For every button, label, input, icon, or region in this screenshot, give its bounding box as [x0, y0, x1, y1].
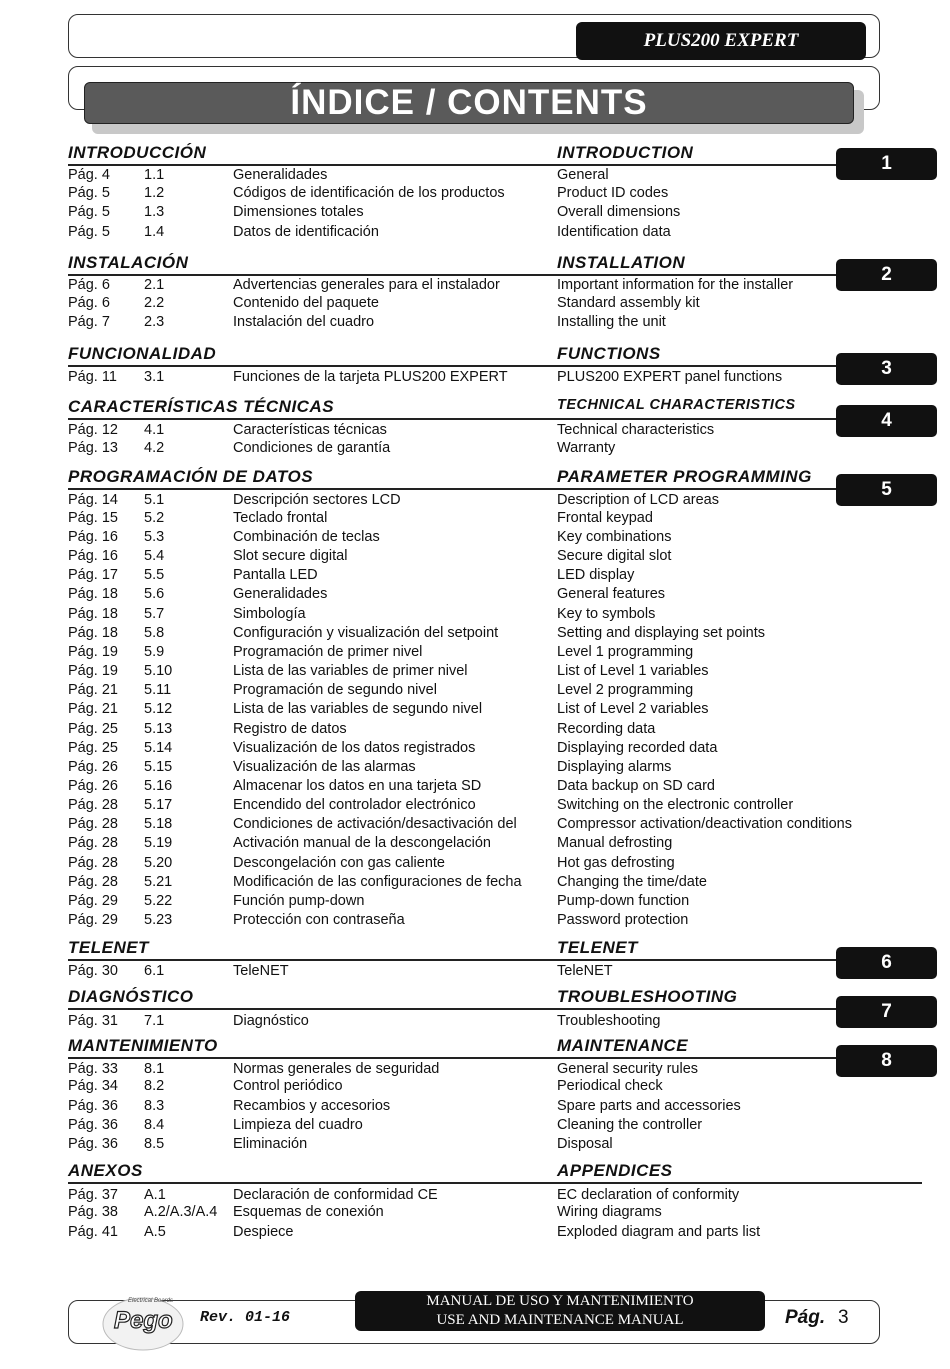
item-title-es: Condiciones de garantía — [233, 440, 391, 456]
item-title-en: General security rules — [557, 1061, 699, 1077]
section-heading-es: ANEXOS — [68, 1161, 143, 1180]
section-heading-es: INTRODUCCIÓN — [68, 143, 207, 162]
item-title-es: Esquemas de conexión — [233, 1204, 384, 1220]
section-heading-es: TELENET — [68, 938, 149, 957]
revision: Rev. 01-16 — [200, 1309, 291, 1326]
item-title-es: Funciones de la tarjeta PLUS200 EXPERT — [233, 369, 508, 385]
section-heading-en: TELENET — [557, 938, 638, 957]
item-title-es: Códigos de identificación de los productos — [233, 185, 505, 201]
item-title-en: Level 2 programming — [557, 682, 694, 698]
logo-tagline: Electrical Boards — [128, 1298, 174, 1304]
item-title-en: Level 1 programming — [557, 644, 694, 660]
section-divider — [68, 959, 922, 961]
item-number: 2.3 — [144, 314, 165, 330]
item-number: 5.19 — [144, 835, 173, 851]
page-ref: Pág. 21 — [68, 701, 118, 717]
item-title-es: Registro de datos — [233, 721, 347, 737]
item-title-es: Generalidades — [233, 586, 328, 602]
page-ref: Pág. 5 — [68, 204, 110, 220]
item-title-es: Protección con contraseña — [233, 912, 405, 928]
section-tab: 6 — [836, 947, 937, 979]
section-divider — [68, 488, 922, 490]
item-title-en: LED display — [557, 567, 635, 583]
item-number: 1.1 — [144, 167, 165, 183]
page-label: Pág. — [785, 1307, 826, 1328]
section-heading-es: FUNCIONALIDAD — [68, 344, 217, 363]
section-tab: 5 — [836, 474, 937, 506]
item-title-es: Lista de las variables de primer nivel — [233, 663, 468, 679]
section-heading-es: INSTALACIÓN — [68, 253, 189, 272]
item-title-en: Important information for the installer — [557, 277, 794, 293]
item-number: A.1 — [144, 1187, 166, 1203]
item-title-en: Exploded diagram and parts list — [557, 1224, 761, 1240]
item-title-es: Limpieza del cuadro — [233, 1117, 363, 1133]
item-number: 2.1 — [144, 277, 165, 293]
section-divider — [68, 418, 922, 420]
page-ref: Pág. 28 — [68, 855, 118, 871]
item-number: 5.21 — [144, 874, 173, 890]
item-title-es: Lista de las variables de segundo nivel — [233, 701, 483, 717]
page-ref: Pág. 28 — [68, 816, 118, 832]
item-title-es: Almacenar los datos en una tarjeta SD — [233, 778, 482, 794]
item-title-es: Función pump-down — [233, 893, 365, 909]
page-ref: Pág. 6 — [68, 277, 110, 293]
item-title-en: PLUS200 EXPERT panel functions — [557, 369, 783, 385]
item-number: 5.13 — [144, 721, 173, 737]
item-number: 5.6 — [144, 586, 165, 602]
page-ref: Pág. 16 — [68, 548, 118, 564]
item-title-es: Descongelación con gas caliente — [233, 855, 445, 871]
section-heading-en: FUNCTIONS — [557, 344, 661, 363]
item-number: 5.23 — [144, 912, 173, 928]
item-number: 5.15 — [144, 759, 173, 775]
manual-title-en: USE AND MAINTENANCE MANUAL — [436, 1312, 684, 1328]
page-ref: Pág. 18 — [68, 586, 118, 602]
page-ref: Pág. 5 — [68, 224, 110, 240]
item-number: 8.4 — [144, 1117, 165, 1133]
page-ref: Pág. 30 — [68, 963, 118, 979]
page-ref: Pág. 25 — [68, 740, 118, 756]
item-title-es: Visualización de los datos registrados — [233, 740, 476, 756]
item-title-en: General features — [557, 586, 666, 602]
page-ref: Pág. 16 — [68, 529, 118, 545]
item-title-es: Configuración y visualización del setpoint — [233, 625, 499, 641]
page-title: ÍNDICE / CONTENTS — [84, 82, 854, 124]
item-title-es: Contenido del paquete — [233, 295, 379, 311]
item-title-es: Activación manual de la descongelación — [233, 835, 491, 851]
item-number: 5.7 — [144, 606, 165, 622]
item-number: 5.11 — [144, 682, 172, 698]
item-title-es: Control periódico — [233, 1078, 343, 1094]
item-number: 5.20 — [144, 855, 173, 871]
section-divider — [68, 164, 922, 166]
section-tab: 1 — [836, 148, 937, 180]
page-ref: Pág. 12 — [68, 422, 118, 438]
page-ref: Pág. 4 — [68, 167, 110, 183]
section-divider — [68, 365, 922, 367]
section-heading-es: DIAGNÓSTICO — [68, 987, 194, 1006]
item-title-es: Modificación de las configuraciones de fecha — [233, 874, 522, 890]
item-title-es: Simbología — [233, 606, 306, 622]
item-title-es: Combinación de teclas — [233, 529, 380, 545]
section-divider — [68, 1008, 922, 1010]
page-ref: Pág. 26 — [68, 778, 118, 794]
page-ref: Pág. 6 — [68, 295, 110, 311]
page-ref: Pág. 36 — [68, 1098, 118, 1114]
page-ref: Pág. 36 — [68, 1117, 118, 1133]
logo-wordmark: Pego — [114, 1307, 173, 1334]
manual-title — [355, 1291, 765, 1331]
page-ref: Pág. 28 — [68, 835, 118, 851]
item-title-en: Displaying alarms — [557, 759, 672, 775]
item-title-en: Spare parts and accessories — [557, 1098, 741, 1114]
item-title-es: Características técnicas — [233, 422, 387, 438]
page-ref: Pág. 38 — [68, 1204, 118, 1220]
item-number: 5.9 — [144, 644, 165, 660]
item-number: 3.1 — [144, 369, 165, 385]
item-title-es: TeleNET — [233, 963, 289, 979]
page-ref: Pág. 11 — [68, 369, 117, 385]
page-ref: Pág. 19 — [68, 663, 118, 679]
item-number: A.5 — [144, 1224, 166, 1240]
manual-title-es: MANUAL DE USO Y MANTENIMIENTO — [426, 1293, 694, 1309]
item-number: A.2/A.3/A.4 — [144, 1204, 218, 1220]
page-ref: Pág. 7 — [68, 314, 110, 330]
item-number: 8.5 — [144, 1136, 165, 1152]
item-number: 2.2 — [144, 295, 165, 311]
item-title-en: Overall dimensions — [557, 204, 681, 220]
item-number: 7.1 — [144, 1013, 165, 1029]
item-title-es: Descripción sectores LCD — [233, 492, 401, 508]
item-number: 8.2 — [144, 1078, 165, 1094]
item-number: 5.12 — [144, 701, 173, 717]
page-ref: Pág. 36 — [68, 1136, 118, 1152]
page-ref: Pág. 37 — [68, 1187, 118, 1203]
page-ref: Pág. 29 — [68, 912, 118, 928]
page-ref: Pág. 28 — [68, 797, 118, 813]
section-heading-en: INTRODUCTION — [557, 143, 694, 162]
product-name: PLUS200 EXPERT — [576, 22, 866, 60]
item-number: 5.8 — [144, 625, 165, 641]
item-title-en: Password protection — [557, 912, 689, 928]
page-ref: Pág. 18 — [68, 606, 118, 622]
section-tab: 2 — [836, 259, 937, 291]
section-heading-es: MANTENIMIENTO — [68, 1036, 218, 1055]
item-title-es: Declaración de conformidad CE — [233, 1187, 438, 1203]
item-title-en: Recording data — [557, 721, 656, 737]
item-title-en: Technical characteristics — [557, 422, 715, 438]
page-ref: Pág. 25 — [68, 721, 118, 737]
item-title-es: Condiciones de activación/desactivación del — [233, 816, 517, 832]
item-title-es: Pantalla LED — [233, 567, 318, 583]
item-title-en: Warranty — [557, 440, 616, 456]
page-ref: Pág. 29 — [68, 893, 118, 909]
item-title-en: Frontal keypad — [557, 510, 653, 526]
page-ref: Pág. 33 — [68, 1061, 118, 1077]
item-title-en: Manual defrosting — [557, 835, 673, 851]
section-heading-es: PROGRAMACIÓN DE DATOS — [68, 467, 314, 486]
item-number: 5.16 — [144, 778, 173, 794]
item-number: 5.4 — [144, 548, 165, 564]
item-title-es: Datos de identificación — [233, 224, 379, 240]
item-number: 5.10 — [144, 663, 173, 679]
item-title-es: Diagnóstico — [233, 1013, 309, 1029]
page-ref: Pág. 14 — [68, 492, 118, 508]
item-title-en: Periodical check — [557, 1078, 663, 1094]
item-title-en: Description of LCD areas — [557, 492, 719, 508]
section-divider — [68, 1057, 922, 1059]
section-tab: 8 — [836, 1045, 937, 1077]
page-ref: Pág. 18 — [68, 625, 118, 641]
item-number: 8.3 — [144, 1098, 165, 1114]
item-title-en: Identification data — [557, 224, 671, 240]
section-tab: 4 — [836, 405, 937, 437]
item-title-en: Displaying recorded data — [557, 740, 718, 756]
page-ref: Pág. 13 — [68, 440, 118, 456]
page-ref: Pág. 21 — [68, 682, 118, 698]
section-heading-en: TECHNICAL CHARACTERISTICS — [557, 397, 796, 413]
item-title-en: Data backup on SD card — [557, 778, 715, 794]
item-title-en: Pump-down function — [557, 893, 690, 909]
item-title-en: TeleNET — [557, 963, 613, 979]
item-title-en: Product ID codes — [557, 185, 669, 201]
page-ref: Pág. 31 — [68, 1013, 118, 1029]
item-title-en: Troubleshooting — [557, 1013, 661, 1029]
item-title-en: Disposal — [557, 1136, 613, 1152]
page-number: 3 — [838, 1307, 849, 1328]
item-title-es: Generalidades — [233, 167, 328, 183]
item-number: 5.5 — [144, 567, 165, 583]
section-tab: 7 — [836, 996, 937, 1028]
section-tab: 3 — [836, 353, 937, 385]
item-title-en: Cleaning the controller — [557, 1117, 703, 1133]
item-title-en: Compressor activation/deactivation conditions — [557, 816, 852, 832]
item-title-en: General — [557, 167, 609, 183]
page-ref: Pág. 19 — [68, 644, 118, 660]
item-number: 5.18 — [144, 816, 173, 832]
section-divider — [68, 274, 922, 276]
item-number: 6.1 — [144, 963, 165, 979]
item-number: 1.3 — [144, 204, 165, 220]
item-title-en: Installing the unit — [557, 314, 666, 330]
item-title-es: Normas generales de seguridad — [233, 1061, 440, 1077]
item-number: 5.14 — [144, 740, 173, 756]
section-heading-en: TROUBLESHOOTING — [557, 987, 738, 1006]
page-ref: Pág. 26 — [68, 759, 118, 775]
item-title-es: Despiece — [233, 1224, 294, 1240]
item-number: 4.1 — [144, 422, 165, 438]
item-number: 1.4 — [144, 224, 165, 240]
item-title-es: Dimensiones totales — [233, 204, 364, 220]
section-heading-en: APPENDICES — [557, 1161, 673, 1180]
item-number: 5.3 — [144, 529, 165, 545]
item-title-en: EC declaration of conformity — [557, 1187, 740, 1203]
page-ref: Pág. 17 — [68, 567, 118, 583]
page-ref: Pág. 5 — [68, 185, 110, 201]
item-title-es: Eliminación — [233, 1136, 308, 1152]
page-ref: Pág. 15 — [68, 510, 118, 526]
item-title-en: List of Level 1 variables — [557, 663, 709, 679]
item-title-en: Switching on the electronic controller — [557, 797, 794, 813]
item-title-es: Instalación del cuadro — [233, 314, 375, 330]
item-title-en: Secure digital slot — [557, 548, 672, 564]
item-title-es: Teclado frontal — [233, 510, 328, 526]
section-divider — [68, 1182, 922, 1184]
item-title-en: Wiring diagrams — [557, 1204, 662, 1220]
item-title-es: Encendido del controlador electrónico — [233, 797, 476, 813]
item-title-es: Programación de segundo nivel — [233, 682, 437, 698]
item-number: 1.2 — [144, 185, 165, 201]
item-title-en: Key to symbols — [557, 606, 656, 622]
item-title-en: List of Level 2 variables — [557, 701, 709, 717]
item-title-en: Setting and displaying set points — [557, 625, 765, 641]
section-heading-es: CARACTERÍSTICAS TÉCNICAS — [68, 397, 335, 416]
item-title-es: Recambios y accesorios — [233, 1098, 391, 1114]
item-title-es: Visualización de las alarmas — [233, 759, 416, 775]
page-ref: Pág. 28 — [68, 874, 118, 890]
section-heading-en: MAINTENANCE — [557, 1036, 689, 1055]
item-number: 5.2 — [144, 510, 165, 526]
item-number: 4.2 — [144, 440, 165, 456]
pego-logo — [100, 1290, 186, 1352]
item-number: 8.1 — [144, 1061, 165, 1077]
item-title-es: Programación de primer nivel — [233, 644, 423, 660]
item-title-en: Key combinations — [557, 529, 672, 545]
page-ref: Pág. 34 — [68, 1078, 118, 1094]
item-number: 5.22 — [144, 893, 173, 909]
section-heading-en: PARAMETER PROGRAMMING — [557, 467, 812, 486]
section-heading-en: INSTALLATION — [557, 253, 686, 272]
item-title-es: Slot secure digital — [233, 548, 348, 564]
item-title-en: Standard assembly kit — [557, 295, 700, 311]
item-title-en: Hot gas defrosting — [557, 855, 675, 871]
item-number: 5.1 — [144, 492, 165, 508]
item-title-en: Changing the time/date — [557, 874, 707, 890]
item-number: 5.17 — [144, 797, 173, 813]
item-title-es: Advertencias generales para el instalador — [233, 277, 500, 293]
page-ref: Pág. 41 — [68, 1224, 118, 1240]
